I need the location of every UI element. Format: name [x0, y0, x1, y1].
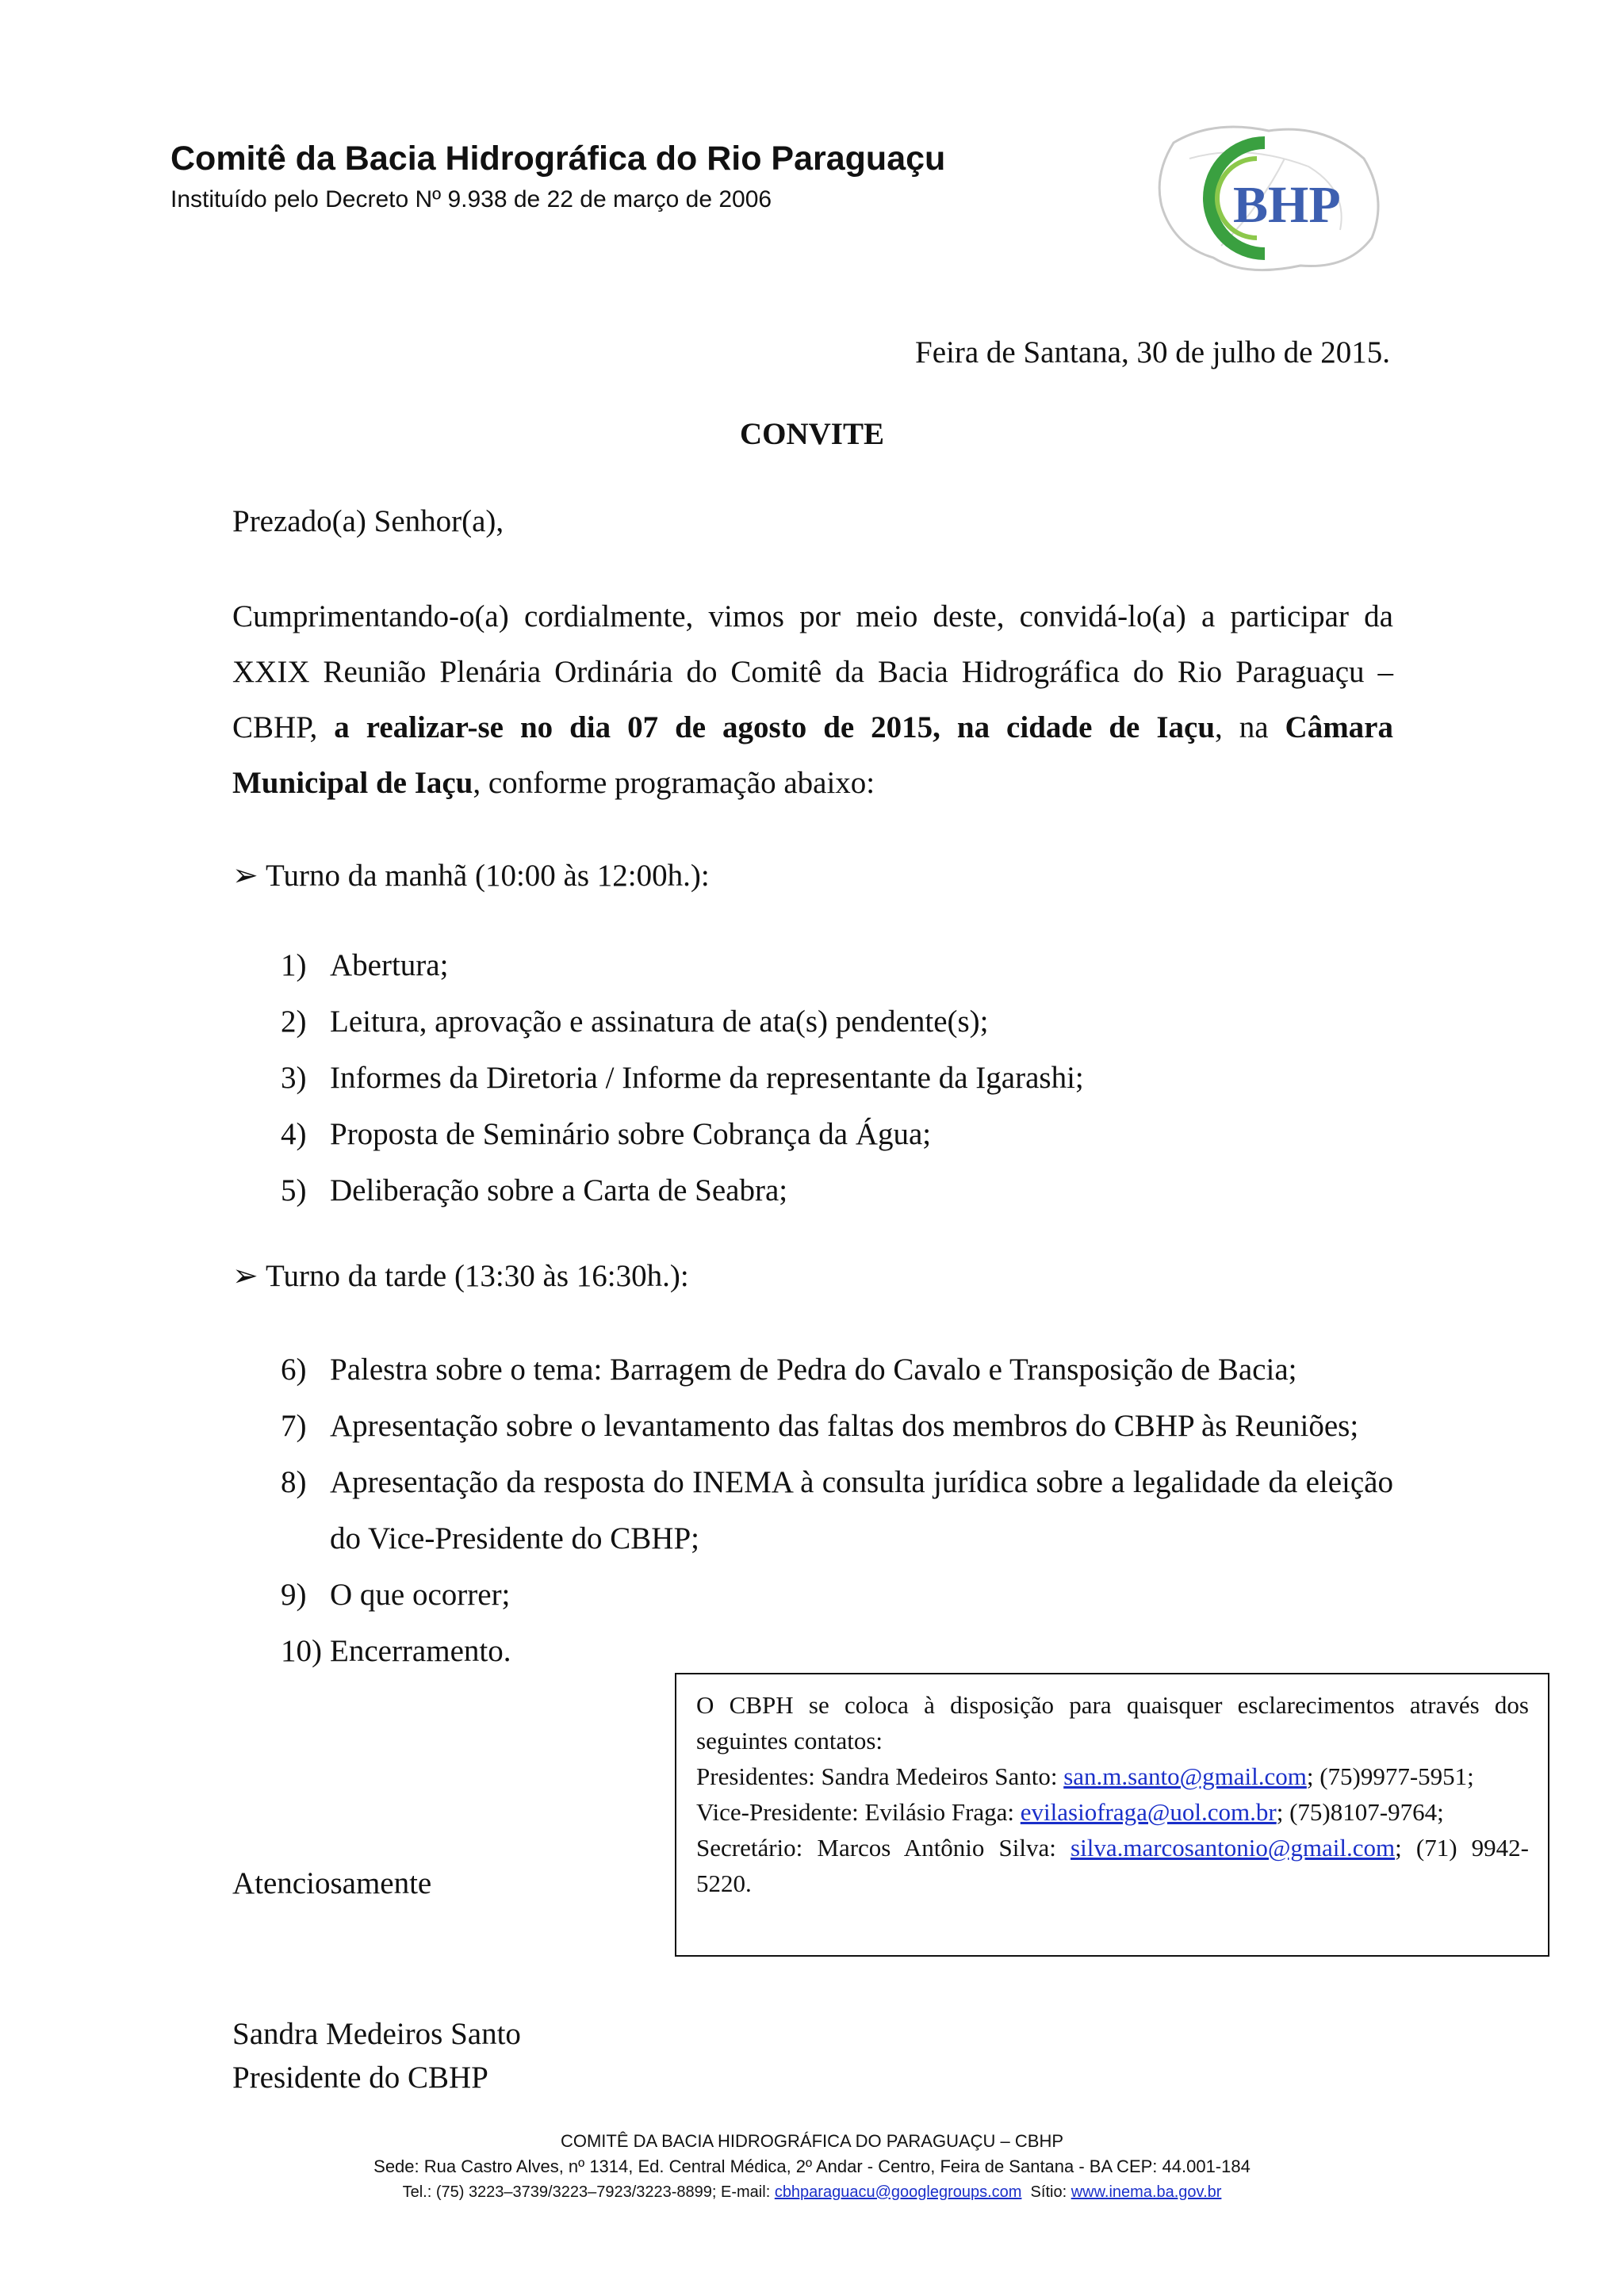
list-item	[281, 1454, 1393, 1567]
list-item	[281, 1623, 1393, 1679]
president-phone: ; (75)9977-5951;	[1306, 1762, 1474, 1790]
letter-heading: CONVITE	[739, 417, 885, 451]
item-text: Proposta de Seminário sobre Cobrança da Água;	[330, 1117, 932, 1151]
place-and-date: Feira de Santana, 30 de julho de 2015.	[915, 335, 1390, 369]
afternoon-session-label	[232, 1258, 689, 1294]
footer-contacts	[0, 2179, 1624, 2205]
vice-president-email-link[interactable]: evilasiofraga@uol.com.br	[1020, 1798, 1277, 1826]
item-text: O que ocorrer;	[330, 1578, 511, 1612]
morning-session-text: Turno da manhã (10:00 às 12:00h.):	[266, 859, 710, 893]
secretary-email-link[interactable]: silva.marcosantonio@gmail.com	[1071, 1834, 1396, 1862]
list-item	[281, 993, 1393, 1050]
arrow-bullet-icon: ➢	[232, 1259, 259, 1293]
item-number: 5)	[281, 1173, 307, 1207]
afternoon-agenda	[281, 1341, 1393, 1679]
list-item	[281, 1050, 1393, 1106]
list-item	[281, 1567, 1393, 1623]
signer-name: Sandra Medeiros Santo	[232, 2017, 521, 2051]
item-number: 3)	[281, 1061, 307, 1095]
arrow-bullet-icon: ➢	[232, 859, 259, 893]
signer-title: Presidente do CBHP	[232, 2061, 488, 2095]
item-number: 10)	[281, 1634, 322, 1668]
intro-text-2: , na	[1215, 710, 1285, 744]
contact-intro: O CBPH se coloca à disposição para quaisquer esclarecimentos através dos seguintes contatos:	[696, 1691, 1529, 1755]
svg-text:BHP: BHP	[1233, 176, 1341, 234]
committee-title: Comitê da Bacia Hidrográfica do Rio Paraguaçu	[170, 140, 946, 178]
president-label: Presidentes: Sandra Medeiros Santo:	[696, 1762, 1064, 1790]
list-item	[281, 1106, 1393, 1162]
item-number: 8)	[281, 1465, 307, 1499]
list-item	[281, 1398, 1393, 1454]
committee-decree: Instituído pelo Decreto Nº 9.938 de 22 de março de 2006	[170, 186, 772, 212]
intro-bold-venue: Câmara Municipal de Iaçu	[232, 710, 1393, 800]
signature-block	[232, 2012, 521, 2099]
contact-info-box	[675, 1673, 1549, 1957]
secretary-label: Secretário: Marcos Antônio Silva:	[696, 1834, 1071, 1862]
item-text: Apresentação sobre o levantamento das faltas dos membros do CBHP às Reuniões;	[330, 1409, 1359, 1443]
page-footer	[0, 2129, 1624, 2205]
item-text: Encerramento.	[330, 1634, 511, 1668]
vice-president-label: Vice-Presidente: Evilásio Fraga:	[696, 1798, 1021, 1826]
list-item	[281, 1162, 1393, 1219]
president-email-link[interactable]: san.m.santo@gmail.com	[1063, 1762, 1307, 1790]
item-text: Informes da Diretoria / Informe da representante da Igarashi;	[330, 1061, 1084, 1095]
intro-text-3: , conforme programação abaixo:	[473, 766, 875, 800]
item-number: 9)	[281, 1578, 307, 1612]
item-number: 7)	[281, 1409, 307, 1443]
secretary-phone: ; (71) 9942-5220.	[696, 1834, 1529, 1897]
salutation: Prezado(a) Senhor(a),	[232, 504, 504, 538]
item-text: Deliberação sobre a Carta de Seabra;	[330, 1173, 788, 1207]
item-text: Palestra sobre o tema: Barragem de Pedra do Cavalo e Transposição de Bacia;	[330, 1353, 1297, 1387]
footer-phone: Tel.: (75) 3223–3739/3223–7923/3223-8899; E-mail:	[402, 2183, 775, 2201]
afternoon-session-text: Turno da tarde (13:30 às 16:30h.):	[266, 1259, 689, 1293]
closing-salutation: Atenciosamente	[232, 1866, 432, 1900]
list-item	[281, 1341, 1393, 1398]
item-number: 4)	[281, 1117, 307, 1151]
footer-address: Sede: Rua Castro Alves, nº 1314, Ed. Central Médica, 2º Andar - Centro, Feira de Santana - BA CEP: 44.001-184	[373, 2156, 1251, 2176]
cbhp-logo	[1126, 111, 1396, 285]
morning-agenda	[281, 937, 1393, 1219]
invitation-paragraph	[232, 589, 1393, 811]
item-text: Abertura;	[330, 948, 449, 982]
item-text: Leitura, aprovação e assinatura de ata(s) pendente(s);	[330, 1004, 989, 1039]
footer-email-link[interactable]: cbhparaguacu@googlegroups.com	[774, 2183, 1022, 2201]
item-number: 1)	[281, 948, 307, 982]
footer-site-label: Sítio:	[1021, 2183, 1071, 2201]
item-text: Apresentação da resposta do INEMA à consulta jurídica sobre a legalidade da eleição do Vice-Presidente do CBHP;	[330, 1465, 1393, 1556]
vice-president-phone: ; (75)8107-9764;	[1276, 1798, 1444, 1826]
list-item	[281, 937, 1393, 993]
footer-org-name: COMITÊ DA BACIA HIDROGRÁFICA DO PARAGUAÇU – CBHP	[560, 2131, 1064, 2151]
intro-bold-date: a realizar-se no dia 07 de agosto de 2015, na cidade de Iaçu	[334, 710, 1216, 744]
item-number: 2)	[281, 1004, 307, 1039]
intro-text-1: Cumprimentando-o(a) cordialmente, vimos por meio deste, convidá-lo(a) a participar da XXIX Reunião Plenária Ordinária do Comitê da Bacia Hidrográfica do Rio Paraguaçu – CBHP,	[232, 599, 1393, 744]
item-number: 6)	[281, 1353, 307, 1387]
footer-site-link[interactable]: www.inema.ba.gov.br	[1071, 2183, 1222, 2201]
morning-session-label	[232, 858, 710, 894]
